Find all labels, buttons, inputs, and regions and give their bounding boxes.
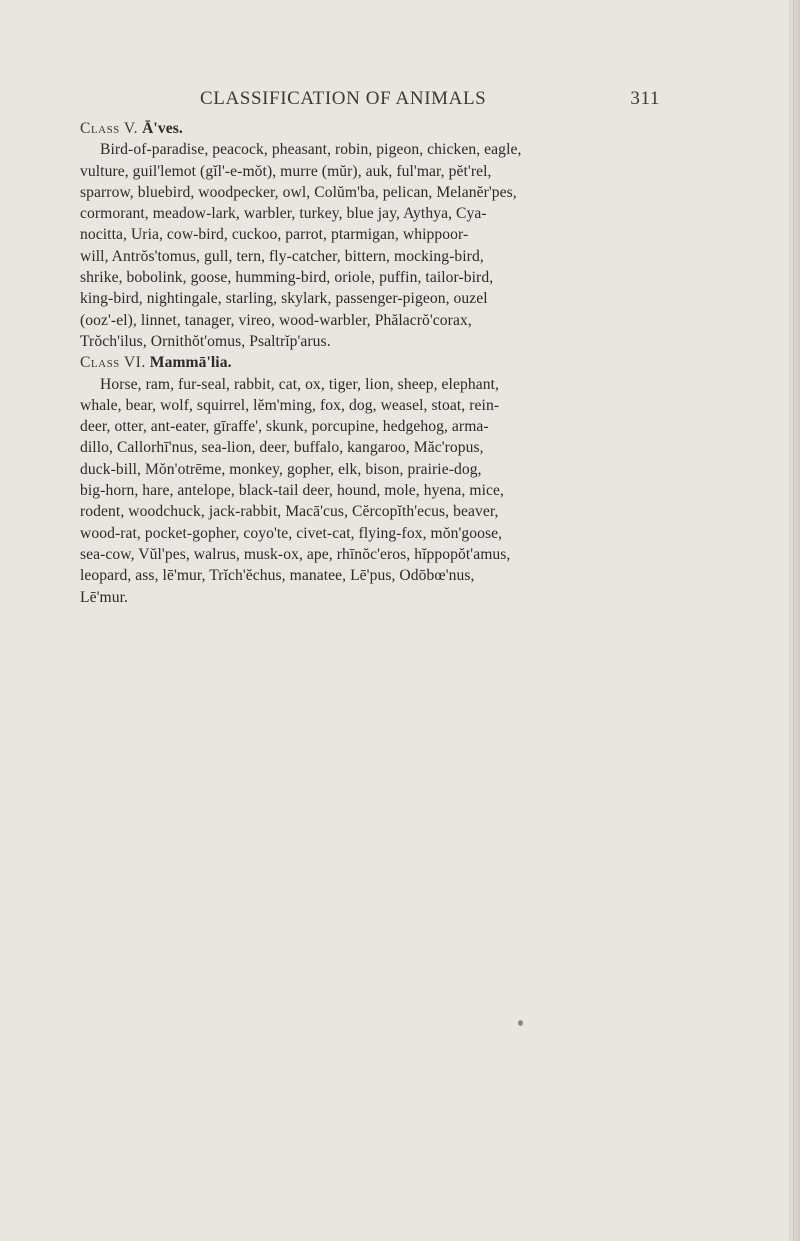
text-line: king-bird, nightingale, starling, skylark, passenger-pigeon, ouzel <box>80 290 488 308</box>
class-vi-name: Mammā'lia. <box>149 354 232 372</box>
text-line: vulture, guil'lemot (gĭl'-e-mŏt), murre (mŭr), auk, ful'mar, pĕt'rel, <box>80 162 492 180</box>
text-line: Bird-of-paradise, peacock, pheasant, robin, pigeon, chicken, eagle, <box>100 141 522 159</box>
page-number: 311 <box>630 88 660 109</box>
text-line: rodent, woodchuck, jack-rabbit, Macā'cus, Cĕrcopĭth'ecus, beaver, <box>80 503 499 521</box>
page-edge-line <box>793 0 794 1241</box>
text-line: big-horn, hare, antelope, black-tail deer, hound, mole, hyena, mice, <box>80 482 504 500</box>
text-line: whale, bear, wolf, squirrel, lĕm'ming, fox, dog, weasel, stoat, rein- <box>80 396 500 414</box>
text-line: sea-cow, Vŭl'pes, walrus, musk-ox, ape, rhīnŏc'eros, hĭppopŏt'amus, <box>80 545 511 563</box>
page-body <box>80 118 748 608</box>
text-line: Horse, ram, fur-seal, rabbit, cat, ox, tiger, lion, sheep, elephant, <box>100 375 499 393</box>
text-line: wood-rat, pocket-gopher, coyo'te, civet-cat, flying-fox, mŏn'goose, <box>80 524 503 542</box>
text-line: deer, otter, ant-eater, gīraffe', skunk, porcupine, hedgehog, arma- <box>80 418 489 436</box>
class-vi-label: Class VI. <box>80 354 146 372</box>
class-v-heading <box>80 118 748 139</box>
class-vi-heading <box>80 352 748 373</box>
class-v-section <box>80 118 748 352</box>
class-v-label: Class V. <box>80 120 139 137</box>
class-v-name: Ā'ves. <box>142 120 183 137</box>
text-line: dillo, Callorhī'nus, sea-lion, deer, buffalo, kangaroo, Măc'ropus, <box>80 439 484 457</box>
text-line: shrike, bobolink, goose, humming-bird, oriole, puffin, tailor-bird, <box>80 269 494 287</box>
running-title: CLASSIFICATION OF ANIMALS <box>200 88 487 109</box>
page-edge <box>789 0 800 1241</box>
text-line: duck-bill, Mŏn'otrēme, monkey, gopher, elk, bison, prairie-dog, <box>80 460 482 478</box>
text-line: cormorant, meadow-lark, warbler, turkey, blue jay, Aythya, Cya- <box>80 205 487 223</box>
text-line: Lē'mur. <box>80 588 128 606</box>
paper-speck <box>518 1020 523 1026</box>
text-line: leopard, ass, lē'mur, Trĭch'ĕchus, manatee, Lē'pus, Odōbœ'nus, <box>80 567 475 585</box>
text-line: will, Antrŏs'tomus, gull, tern, fly-catcher, bittern, mocking-bird, <box>80 247 484 265</box>
class-vi-section <box>80 352 748 608</box>
text-line: nocitta, Uria, cow-bird, cuckoo, parrot, ptarmigan, whippoor- <box>80 226 469 244</box>
text-line: sparrow, bluebird, woodpecker, owl, Colŭm'ba, pelican, Melanĕr'pes, <box>80 183 517 201</box>
text-line: (ooz'-el), linnet, tanager, vireo, wood-warbler, Phălacrŏ'corax, <box>80 311 472 329</box>
running-head <box>200 88 660 114</box>
text-line: Trŏch'ilus, Ornithŏt'omus, Psaltrĭp'arus. <box>80 332 331 350</box>
